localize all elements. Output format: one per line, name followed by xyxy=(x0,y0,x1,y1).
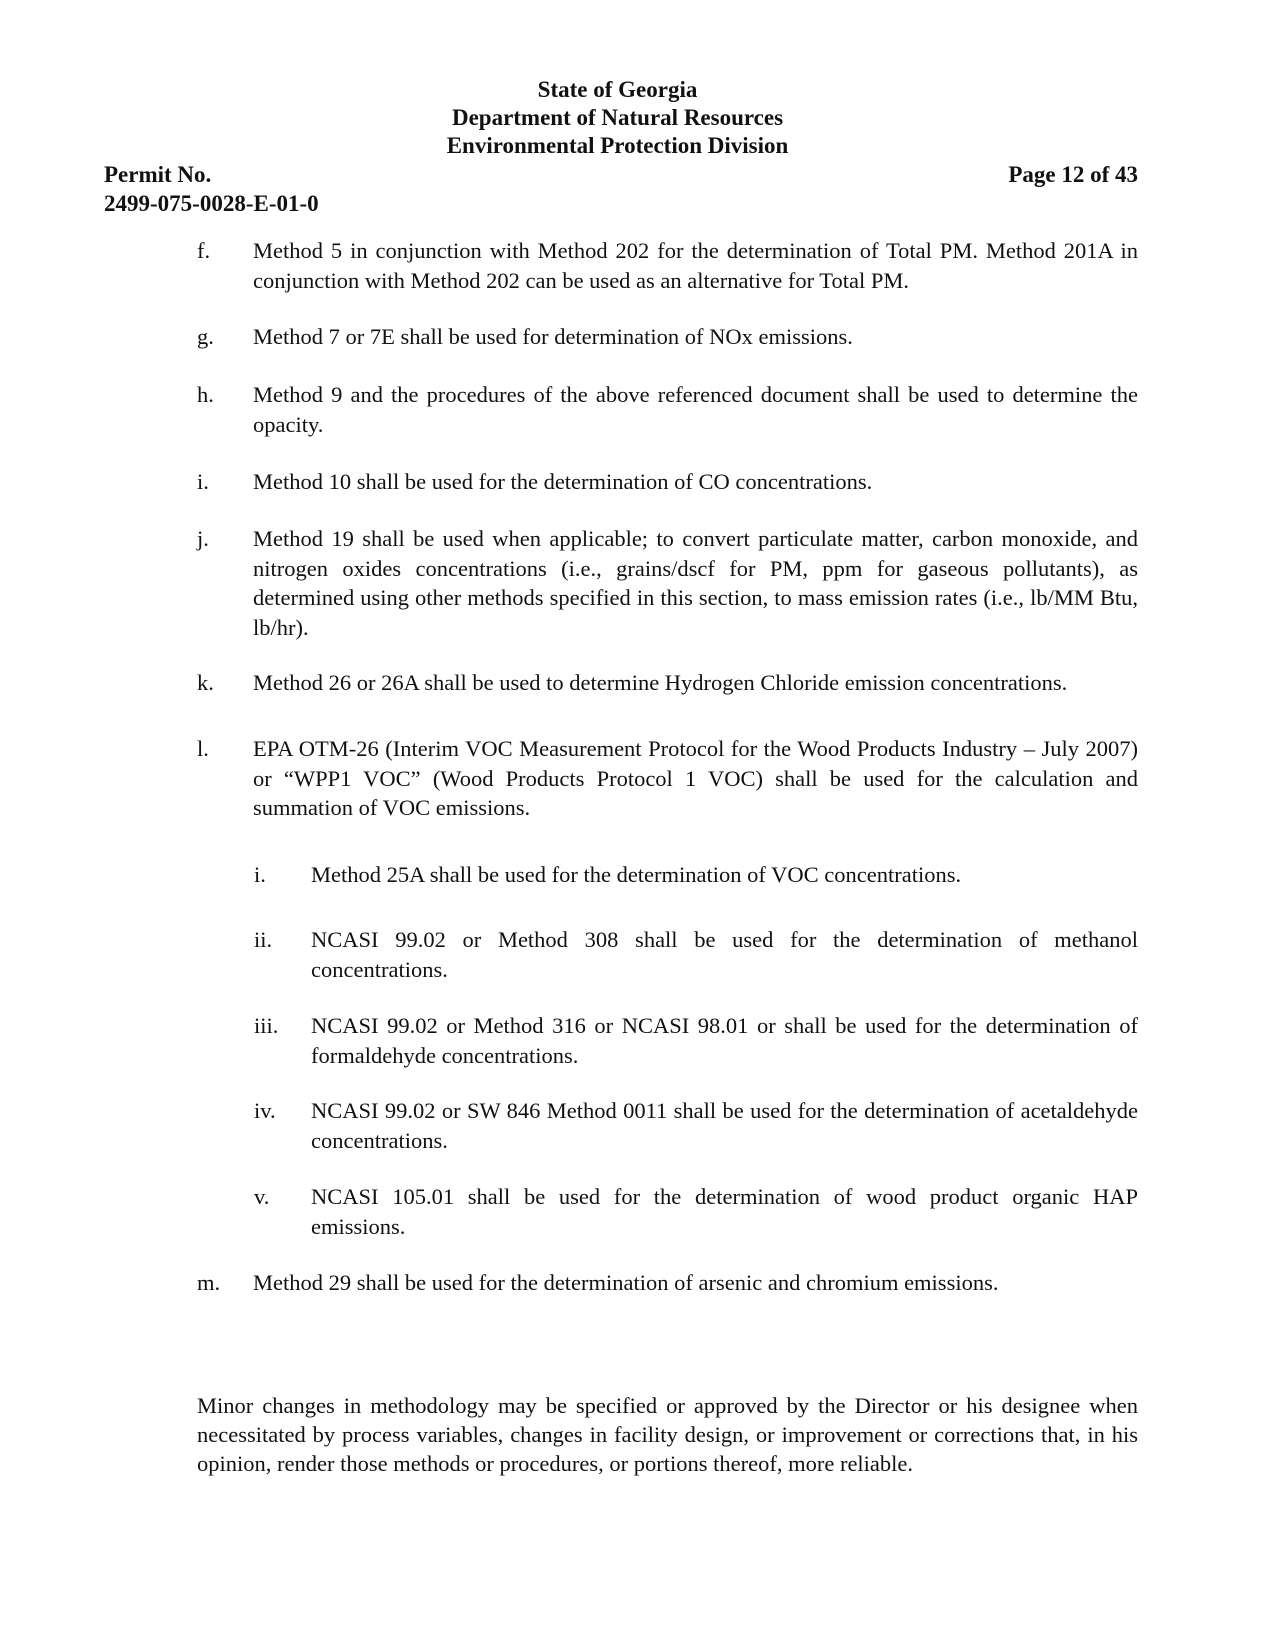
header-department: Department of Natural Resources xyxy=(451,105,784,130)
sublist-marker: iv. xyxy=(254,1098,276,1123)
list-marker: m. xyxy=(197,1270,221,1295)
sublist-marker: iii. xyxy=(254,1013,279,1038)
list-text: Method 7 or 7E shall be used for determination of NOx emissions. xyxy=(253,324,853,349)
permit-label: Permit No. xyxy=(104,162,212,187)
closing-paragraph: Minor changes in methodology may be specified or approved by the Director or his designee when necessitated by process variables, changes in facility design, or improvement or corrections that, in his opinion, render those methods or procedures, or portions thereof, more reliable. xyxy=(197,1393,1138,1476)
list-text: Method 29 shall be used for the determination of arsenic and chromium emissions. xyxy=(253,1270,999,1295)
sublist-marker: i. xyxy=(254,862,266,887)
list-marker: h. xyxy=(197,382,214,407)
permit-block xyxy=(104,160,319,218)
list-text: Method 26 or 26A shall be used to determine Hydrogen Chloride emission concentrations. xyxy=(253,670,1068,695)
permit-number: 2499-075-0028-E-01-0 xyxy=(104,191,319,216)
list-text: Method 9 and the procedures of the above referenced document shall be used to determine the opacity. xyxy=(253,382,1138,437)
list-marker: i. xyxy=(197,469,209,494)
sublist-text: NCASI 99.02 or Method 308 shall be used for the determination of methanol concentrations. xyxy=(311,927,1138,982)
header-division: Environmental Protection Division xyxy=(446,133,789,158)
header-state: State of Georgia xyxy=(537,77,698,102)
list-text: EPA OTM-26 (Interim VOC Measurement Protocol for the Wood Products Industry – July 2007) or “WPP1 VOC” (Wood Products Protocol 1 VOC) shall be used for the calculation and summation of VOC emissions. xyxy=(253,736,1138,820)
list-marker: k. xyxy=(197,670,214,695)
list-text: Method 10 shall be used for the determination of CO concentrations. xyxy=(253,469,873,494)
list-marker: g. xyxy=(197,324,214,349)
list-text: Method 19 shall be used when applicable; to convert particulate matter, carbon monoxide, and nitrogen oxides concentrations (i.e., grains/dscf for PM, ppm for gaseous pollutants), as determined using other methods specified in this section, to mass emission rates (i.e., lb/MM Btu, lb/hr). xyxy=(253,526,1138,640)
sublist-text: NCASI 99.02 or SW 846 Method 0011 shall be used for the determination of acetaldehyde concentrations. xyxy=(311,1098,1138,1153)
list-text: Method 5 in conjunction with Method 202 for the determination of Total PM. Method 201A in conjunction with Method 202 can be used as an alternative for Total PM. xyxy=(253,238,1138,293)
list-marker: f. xyxy=(197,238,211,263)
list-marker: j. xyxy=(197,526,209,551)
agency-header xyxy=(0,76,1235,160)
sublist-text: Method 25A shall be used for the determination of VOC concentrations. xyxy=(311,862,962,887)
list-marker: l. xyxy=(197,736,209,761)
sublist-marker: v. xyxy=(254,1184,270,1209)
sublist-text: NCASI 105.01 shall be used for the determination of wood product organic HAP emissions. xyxy=(311,1184,1138,1239)
sublist-marker: ii. xyxy=(254,927,273,952)
page-indicator: Page 12 of 43 xyxy=(1008,162,1138,187)
sublist-text: NCASI 99.02 or Method 316 or NCASI 98.01 or shall be used for the determination of formaldehyde concentrations. xyxy=(311,1013,1138,1068)
